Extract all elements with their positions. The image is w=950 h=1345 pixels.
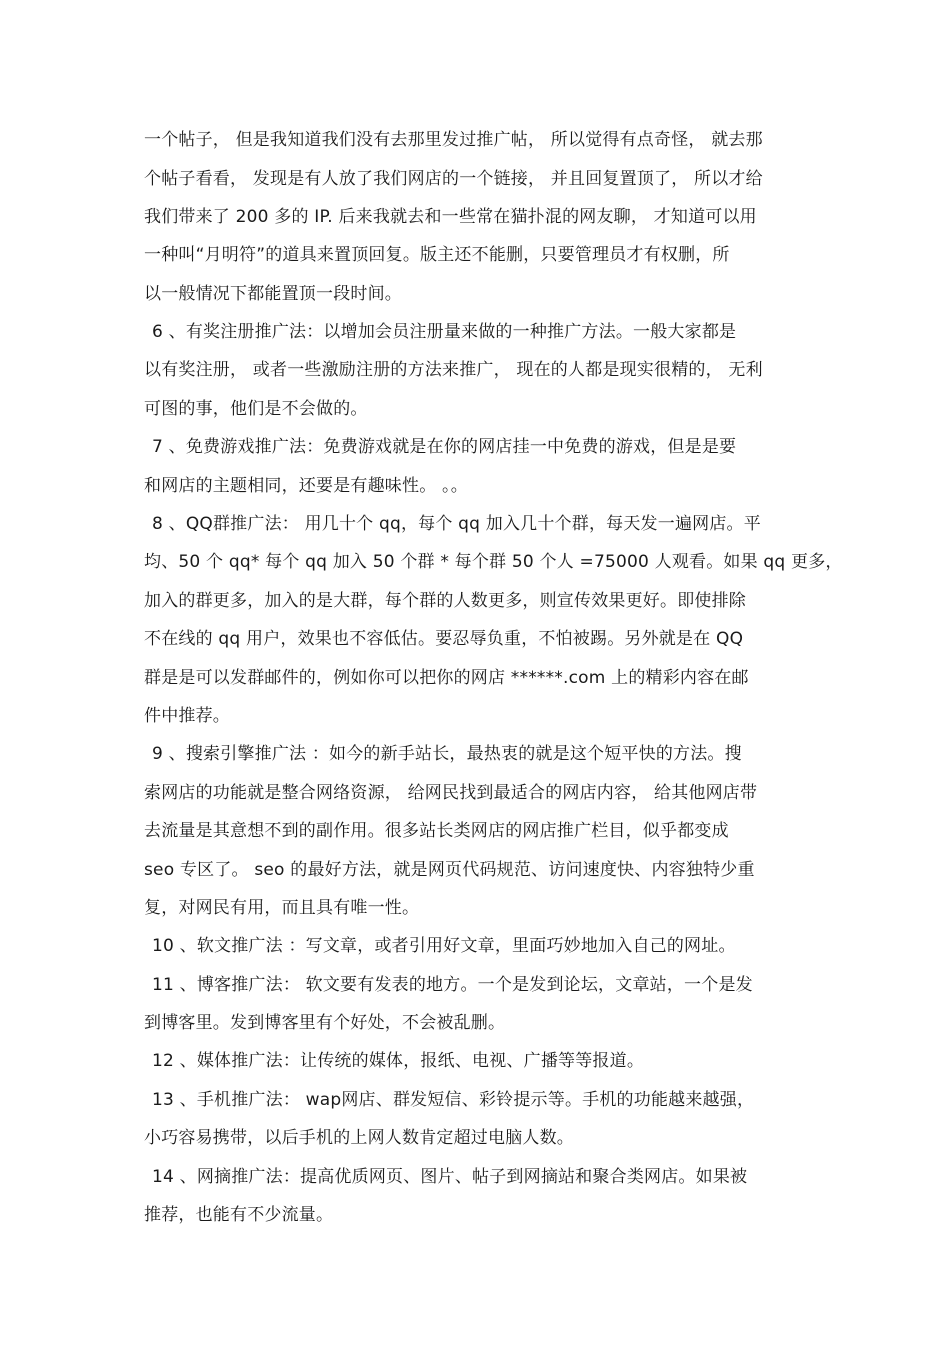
text-line: 去流量是其意想不到的副作用。很多站长类网店的网店推广栏目，似乎都变成 [144,821,729,841]
text-line: 可图的事，他们是不会做的。 [144,399,368,419]
list-item-heading: 8 、QQ群推广法： 用几十个 qq，每个 qq 加入几十个群，每天发一遍网店。平 [152,514,761,534]
text-line: 不在线的 qq 用户，效果也不容低估。要忍辱负重，不怕被踢。另外就是在 QQ [144,629,744,649]
list-item-heading: 11 、博客推广法： 软文要有发表的地方。一个是发到论坛，文章站，一个是发 [152,975,753,995]
text-line: 群是是可以发群邮件的，例如你可以把你的网店 ******.com 上的精彩内容在邮 [144,668,749,688]
text-line: 以有奖注册， 或者一些激励注册的方法来推广， 现在的人都是现实很精的， 无利 [144,360,763,380]
text-line: 索网店的功能就是整合网络资源， 给网民找到最适合的网店内容， 给其他网店带 [144,783,758,803]
text-line: 一种叫“月明符”的道具来置顶回复。版主还不能删，只要管理员才有权删，所 [144,245,730,265]
list-item-heading: 6 、有奖注册推广法：以增加会员注册量来做的一种推广方法。一般大家都是 [152,322,737,342]
text-line: 我们带来了 200 多的 IP. 后来我就去和一些常在猫扑混的网友聊， 才知道可以用 [144,207,757,227]
text-line: 和网店的主题相同，还要是有趣味性。 。。 [144,476,468,496]
list-item-heading: 14 、网摘推广法：提高优质网页、图片、帖子到网摘站和聚合类网店。如果被 [152,1167,748,1187]
text-line: 均、50 个 qq* 每个 qq 加入 50 个群 * 每个群 50 个人 =75000 人观看。如果 qq 更多， [144,552,843,572]
text-line: 小巧容易携带，以后手机的上网人数肯定超过电脑人数。 [144,1128,574,1148]
text-line: 件中推荐。 [144,706,230,726]
list-item-heading: 13 、手机推广法： wap网店、群发短信、彩铃提示等。手机的功能越来越强， [152,1090,755,1110]
text-line: 以一般情况下都能置顶一段时间。 [144,284,402,304]
list-item-heading: 7 、免费游戏推广法：免费游戏就是在你的网店挂一中免费的游戏，但是是要 [152,437,737,457]
list-item-heading: 9 、搜索引擎推广法 ：如今的新手站长，最热衷的就是这个短平快的方法。搜 [152,744,742,764]
text-line: 个帖子看看， 发现是有人放了我们网店的一个链接， 并且回复置顶了， 所以才给 [144,169,763,189]
text-line: 复，对网民有用，而且具有唯一性。 [144,898,420,918]
list-item-heading: 12 、媒体推广法：让传统的媒体，报纸、电视、广播等等报道。 [152,1051,645,1071]
text-line: seo 专区了。 seo 的最好方法，就是网页代码规范、访问速度快、内容独特少重 [144,860,755,880]
text-line: 推荐，也能有不少流量。 [144,1205,334,1225]
text-line: 到博客里。发到博客里有个好处，不会被乱删。 [144,1013,506,1033]
list-item-heading: 10 、软文推广法 ：写文章，或者引用好文章，里面巧妙地加入自己的网址。 [152,936,736,956]
text-line: 一个帖子， 但是我知道我们没有去那里发过推广帖， 所以觉得有点奇怪， 就去那 [144,130,763,150]
text-line: 加入的群更多，加入的是大群，每个群的人数更多，则宣传效果更好。即使排除 [144,591,746,611]
